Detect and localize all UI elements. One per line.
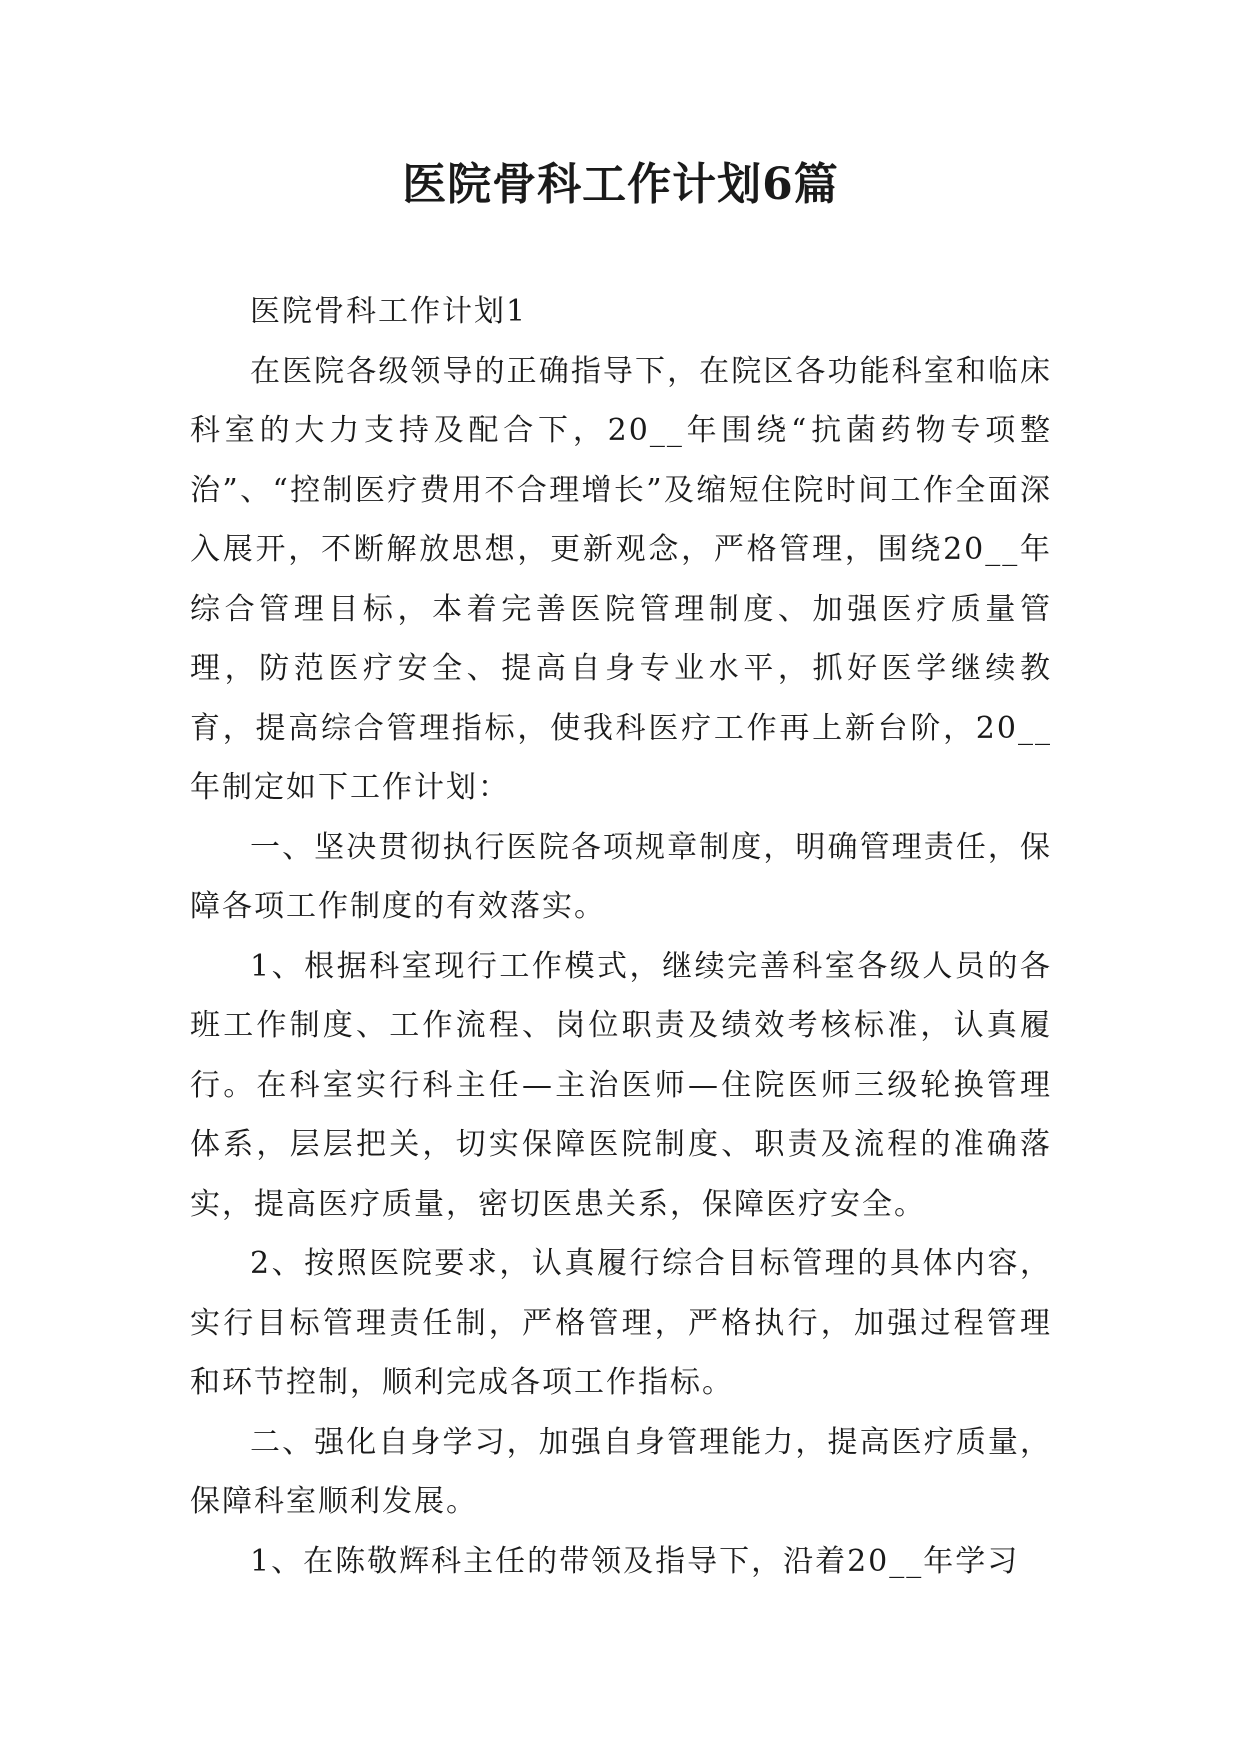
- heading-part-two: 二、强化自身学习，加强自身管理能力，提高医疗质量，保障科室顺利发展。: [190, 1424, 1052, 1519]
- item-paragraph-1: 1、根据科室现行工作模式，继续完善科室各级人员的各班工作制度、工作流程、岗位职责及绩效考核标准，认真履行。在科室实行科主任—主治医师—住院医师三级轮换管理体系，层层把关，切实保障医院制度、职责及流程的准确落实，提高医疗质量，密切医患关系，保障医疗安全。: [190, 948, 1052, 1222]
- document-title: 医院骨科工作计划6篇: [402, 159, 839, 210]
- item-paragraph-2: 2、按照医院要求，认真履行综合目标管理的具体内容，实行目标管理责任制，严格管理，严格执行，加强过程管理和环节控制，顺利完成各项工作指标。: [190, 1246, 1052, 1400]
- heading-part-one: 一、坚决贯彻执行医院各项规章制度，明确管理责任，保障各项工作制度的有效落实。: [190, 829, 1052, 924]
- document-body: [190, 282, 1052, 1591]
- section-heading-plan-1: 医院骨科工作计划1: [250, 294, 528, 329]
- item-paragraph-3: 1、在陈敬辉科主任的带领及指导下，沿着20__年学习: [250, 1543, 1020, 1579]
- intro-paragraph: 在医院各级领导的正确指导下，在院区各功能科室和临床科室的大力支持及配合下，20__年围绕“抗菌药物专项整治”、“控制医疗费用不合理增长”及缩短住院时间工作全面深入展开，不断解放思想，更新观念，严格管理，围绕20__年综合管理目标，本着完善医院管理制度、加强医疗质量管理，防范医疗安全、提高自身专业水平，抓好医学继续教育，提高综合管理指标，使我科医疗工作再上新台阶，20__年制定如下工作计划：: [190, 353, 1052, 805]
